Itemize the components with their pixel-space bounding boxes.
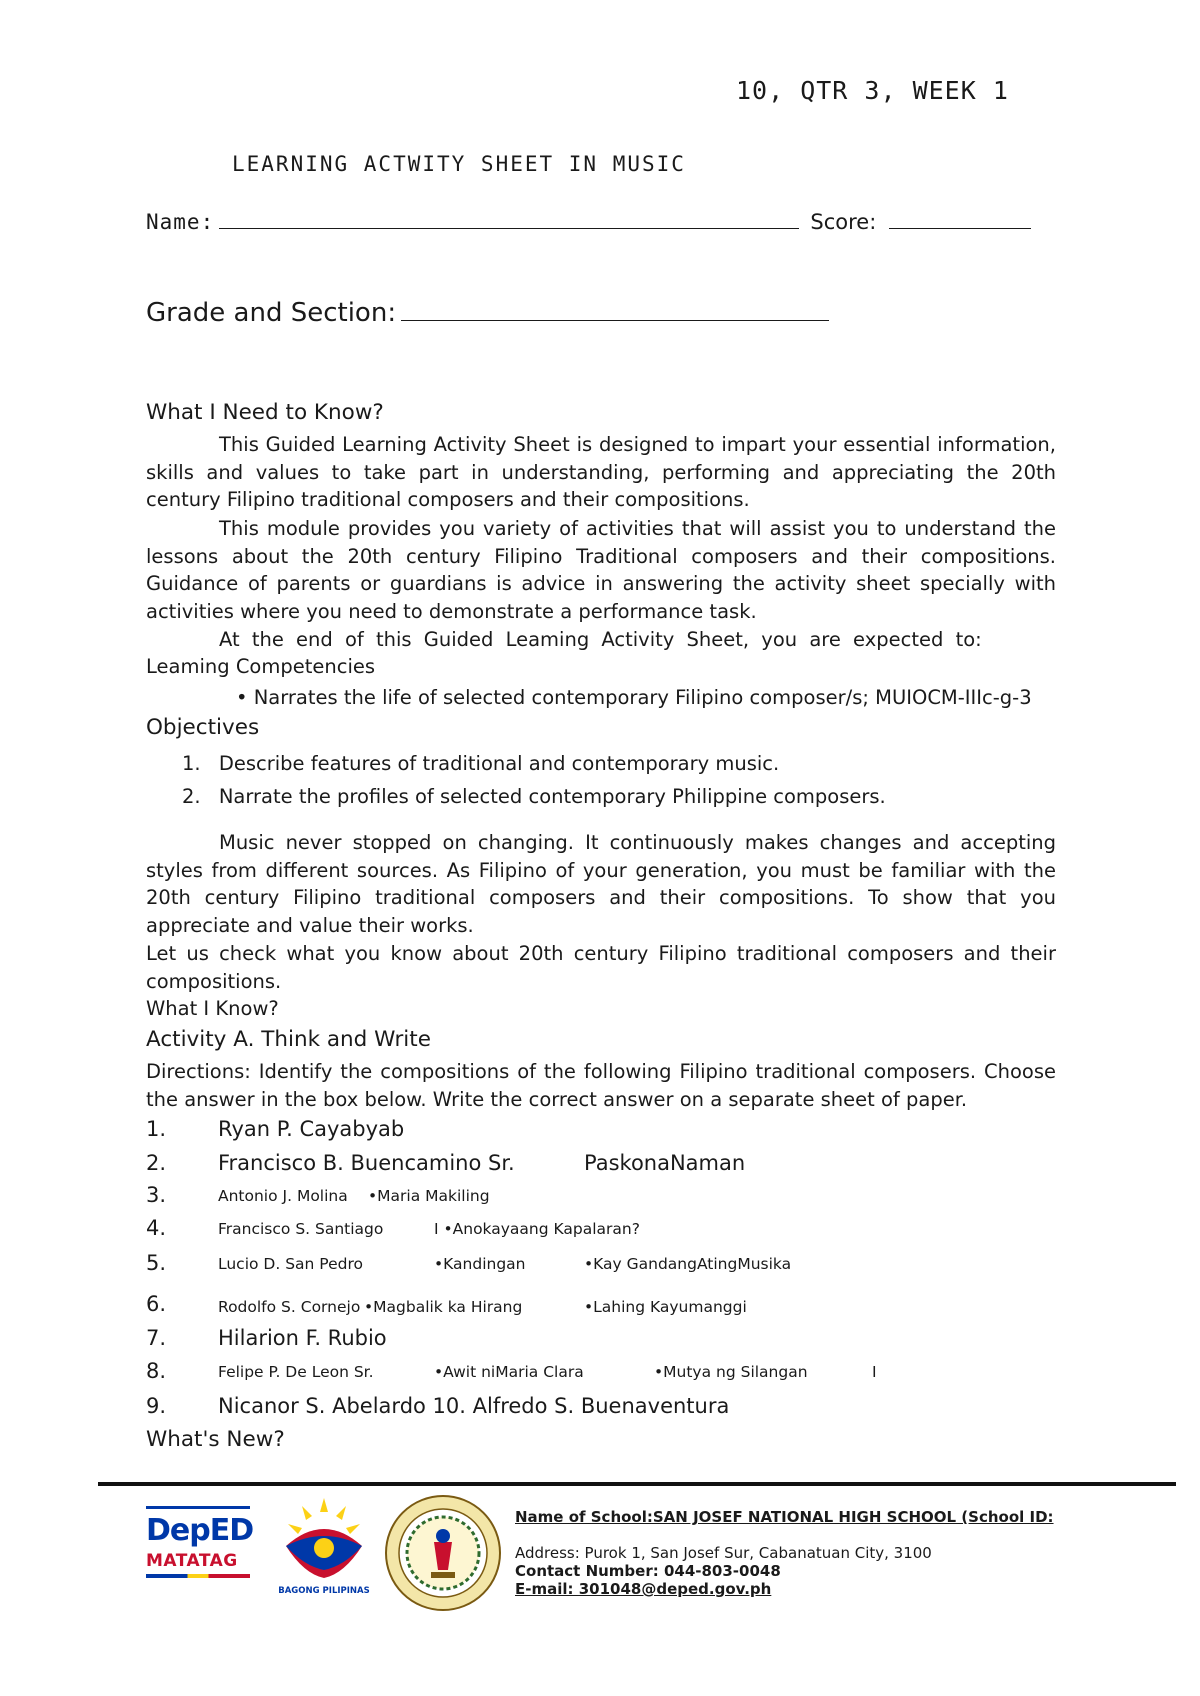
school-seal bbox=[384, 1494, 502, 1612]
composition-choice: •Kay GandangAtingMusika bbox=[584, 1255, 792, 1273]
school-contact-line: Contact Number: 044-803-0048 bbox=[515, 1562, 781, 1580]
objectives-heading: Objectives bbox=[146, 715, 260, 740]
composer-name: Felipe P. De Leon Sr. bbox=[218, 1363, 374, 1381]
grade-section-row bbox=[146, 295, 829, 328]
footer-divider bbox=[98, 1482, 1176, 1486]
directions: Directions: Identify the compositions of the following Filipino traditional composers. Choose the answer in the box below. Write the correct answer on a separate sheet of paper. bbox=[146, 1060, 1056, 1111]
composition-choice: •Magbalik ka Hirang bbox=[364, 1298, 523, 1316]
school-name-line: Name of School:SAN JOSEF NATIONAL HIGH SCHOOL (School ID: bbox=[515, 1508, 1054, 1526]
composer-name: Rodolfo S. Cornejo bbox=[218, 1298, 361, 1316]
objective-number: 2. bbox=[182, 785, 201, 808]
name-score-row bbox=[146, 205, 1031, 234]
school-seal-icon bbox=[384, 1494, 502, 1612]
composer-name: Antonio J. Molina bbox=[218, 1187, 348, 1205]
composition-choice: •Maria Makiling bbox=[368, 1187, 490, 1205]
competency-item: • Narrates the life of selected contemporary Filipino composer/s; MUIOCM-IIIc-g-3 bbox=[236, 686, 1032, 709]
objective-item bbox=[182, 750, 779, 778]
composition-choice: •Kandingan bbox=[434, 1255, 526, 1273]
competencies-label: Leaming Competencies bbox=[146, 655, 376, 678]
composer-number: 1. bbox=[146, 1117, 167, 1141]
composer-name: Francisco S. Santiago bbox=[218, 1220, 384, 1238]
bagong-pilipinas-logo bbox=[274, 1496, 374, 1600]
composer-number: 2. bbox=[146, 1151, 167, 1175]
sun-flag-icon bbox=[274, 1496, 374, 1580]
deped-matatag-logo bbox=[146, 1506, 254, 1592]
intro-paragraph-2: This module provides you variety of activities that will assist you to understand the lessons about the 20th century Filipino Traditional composers and their compositions. Guidance of parents or guardians is advice in answering the activity sheet specially with activities where you need to demonstrate a performance task. bbox=[146, 517, 1056, 623]
intro-paragraph-3: At the end of this Guided Leaming Activity Sheet, you are expected to: bbox=[219, 628, 982, 651]
composer-number: 4. bbox=[146, 1216, 167, 1240]
composition-choice: PaskonaNaman bbox=[584, 1151, 746, 1175]
logo-bottom-stripe bbox=[146, 1574, 250, 1578]
composition-choice: I bbox=[872, 1363, 877, 1381]
name-blank[interactable] bbox=[219, 205, 799, 229]
what-i-need-heading: What I Need to Know? bbox=[146, 400, 384, 425]
grade-section-label: Grade and Section: bbox=[146, 298, 397, 328]
composer-number: 7. bbox=[146, 1326, 167, 1350]
composition-choice: •Awit niMaria Clara bbox=[434, 1363, 584, 1381]
composition-choice: I •Anokayaang Kapalaran? bbox=[434, 1220, 640, 1238]
body-paragraph-4: Music never stopped on changing. It continuously makes changes and accepting styles from different sources. As Filipino of your generation, you must be familiar with the 20th century Filipino traditional composers and their compositions. To show that you appreciate and value their works. bbox=[146, 831, 1056, 937]
objective-item bbox=[182, 783, 886, 811]
objective-text: Narrate the profiles of selected contemporary Philippine composers. bbox=[218, 785, 886, 808]
activity-title: Activity A. Think and Write bbox=[146, 1027, 431, 1052]
intro-paragraph-1: This Guided Learning Activity Sheet is designed to impart your essential information, skills and values to take part in understanding, performing and appreciating the 20th century Filipino traditional composers and their compositions. bbox=[146, 433, 1056, 511]
composer-name: Francisco B. Buencamino Sr. bbox=[218, 1151, 515, 1175]
composer-number: 5. bbox=[146, 1251, 167, 1275]
whats-new-heading: What's New? bbox=[146, 1427, 285, 1452]
objective-text: Describe features of traditional and contemporary music. bbox=[218, 752, 780, 775]
logo-top-rule bbox=[146, 1506, 250, 1509]
grade-section-blank[interactable] bbox=[401, 295, 829, 321]
school-info-block bbox=[515, 1508, 1054, 1598]
bagong-pilipinas-wordmark: BAGONG PILIPINAS bbox=[278, 1586, 370, 1596]
composer-number: 3. bbox=[146, 1183, 167, 1207]
composition-choice: •Lahing Kayumanggi bbox=[584, 1298, 747, 1316]
composer-name: Hilarion F. Rubio bbox=[218, 1326, 387, 1350]
composer-number: 8. bbox=[146, 1359, 167, 1383]
school-address-line: Address: Purok 1, San Josef Sur, Cabanatuan City, 3100 bbox=[515, 1544, 932, 1562]
deped-wordmark: DepED bbox=[146, 1513, 254, 1548]
composer-number: 6. bbox=[146, 1292, 167, 1316]
composition-choice: •Mutya ng Silangan bbox=[654, 1363, 808, 1381]
composer-number: 9. bbox=[146, 1394, 167, 1418]
score-blank[interactable] bbox=[889, 205, 1031, 229]
what-i-know-heading: What I Know? bbox=[146, 997, 279, 1020]
composer-name: Nicanor S. Abelardo 10. Alfredo S. Buenaventura bbox=[218, 1394, 730, 1418]
body-paragraph-5: Let us check what you know about 20th century Filipino traditional composers and their compositions. bbox=[146, 942, 1056, 993]
name-label: Name: bbox=[146, 210, 215, 234]
composer-name: Lucio D. San Pedro bbox=[218, 1255, 363, 1273]
matatag-wordmark: MATATAG bbox=[146, 1551, 238, 1571]
composer-name: Ryan P. Cayabyab bbox=[218, 1117, 405, 1141]
sheet-title: LEARNING ACTWITY SHEET IN MUSIC bbox=[232, 152, 686, 176]
objective-number: 1. bbox=[182, 752, 201, 775]
school-email-line[interactable]: E-mail: 301048@deped.gov.ph bbox=[515, 1580, 772, 1598]
score-label: Score: bbox=[810, 210, 877, 234]
grade-quarter-week: 10, QTR 3, WEEK 1 bbox=[736, 76, 1009, 105]
